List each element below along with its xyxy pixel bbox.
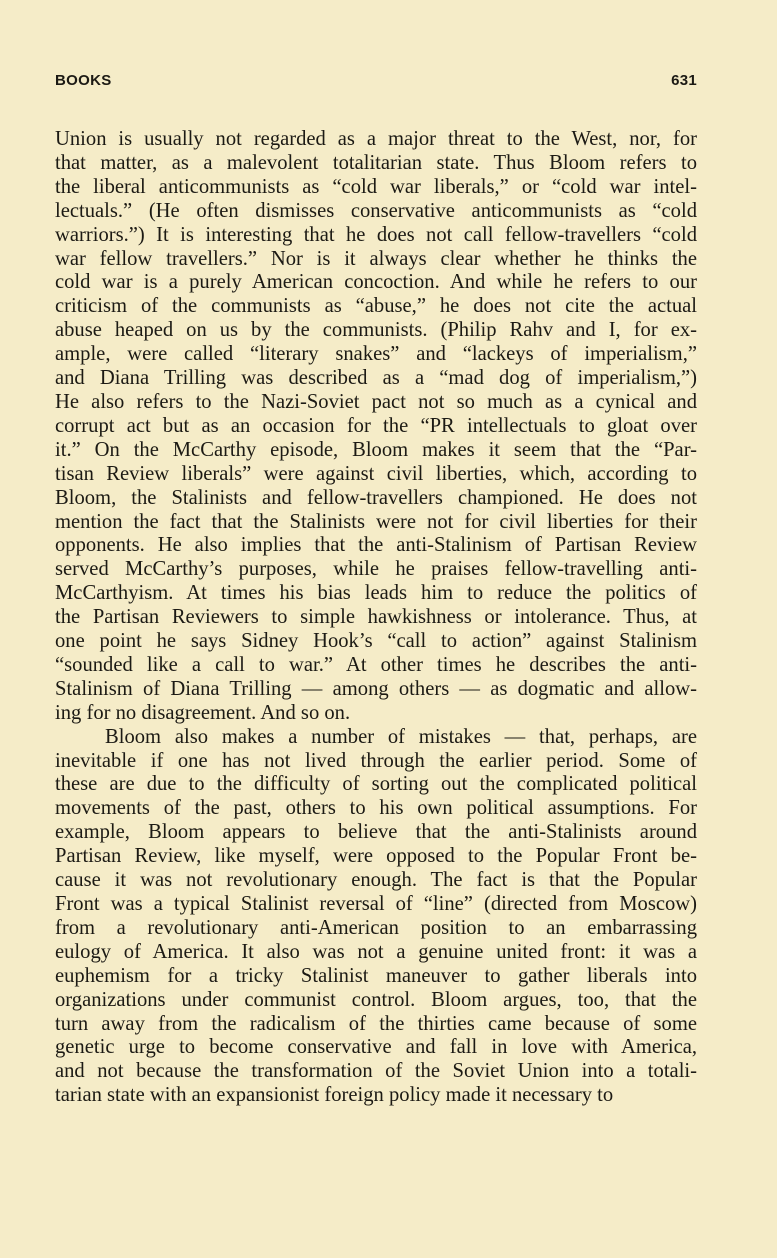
text-line: He also refers to the Nazi-Soviet pact not so much as a cynical and	[55, 390, 697, 413]
text-line: Union is usually not regarded as a major threat to the West, nor, for	[55, 128, 697, 150]
text-line: that matter, as a malevolent totalitarian state. Thus Bloom refers to	[55, 151, 697, 174]
text-line: lectuals.” (He often dismisses conservative anticommunists as “cold	[55, 199, 697, 222]
running-head	[55, 72, 697, 89]
text-line: mention the fact that the Stalinists were not for civil liberties for their	[55, 510, 697, 533]
text-line: opponents. He also implies that the anti-Stalinism of Partisan Review	[55, 534, 697, 557]
page-number: 631	[671, 72, 697, 89]
text-line: Bloom also makes a number of mistakes — that, perhaps, are	[105, 725, 697, 748]
text-line: one point he says Sidney Hook’s “call to action” against Stalinism	[55, 630, 697, 653]
text-line: tisan Review liberals” were against civil liberties, which, according to	[55, 462, 697, 485]
text-line: inevitable if one has not lived through the earlier period. Some of	[55, 749, 697, 772]
text-line: ample, were called “literary snakes” and “lackeys of imperialism,”	[55, 343, 697, 366]
text-line: served McCarthy’s purposes, while he praises fellow-travelling anti-	[55, 558, 697, 581]
text-line: Partisan Review, like myself, were opposed to the Popular Front be-	[55, 845, 697, 868]
text-line: genetic urge to become conservative and fall in love with America,	[55, 1036, 697, 1059]
text-line: warriors.”) It is interesting that he does not call fellow-travellers “cold	[55, 223, 697, 246]
body-text	[55, 128, 697, 1108]
text-line: Bloom, the Stalinists and fellow-travellers championed. He does not	[55, 486, 697, 509]
text-line: abuse heaped on us by the communists. (Philip Rahv and I, for ex-	[55, 319, 697, 342]
text-line: corrupt act but as an occasion for the “PR intellectuals to gloat over	[55, 414, 697, 437]
text-line: movements of the past, others to his own political assumptions. For	[55, 797, 697, 820]
text-line: the liberal anticommunists as “cold war liberals,” or “cold war intel-	[55, 175, 697, 198]
text-line: example, Bloom appears to believe that the anti-Stalinists around	[55, 821, 697, 844]
text-line: ing for no disagreement. And so on.	[55, 701, 351, 724]
paragraph	[55, 726, 697, 1109]
text-line: and not because the transformation of the Soviet Union into a totali-	[55, 1060, 697, 1083]
text-line: the Partisan Reviewers to simple hawkishness or intolerance. Thus, at	[55, 606, 697, 629]
text-line: McCarthyism. At times his bias leads him to reduce the politics of	[55, 582, 697, 605]
text-line: Stalinism of Diana Trilling — among others — as dogmatic and allow-	[55, 677, 697, 700]
section-title: BOOKS	[55, 72, 112, 89]
text-line: cause it was not revolutionary enough. The fact is that the Popular	[55, 869, 697, 892]
text-line: it.” On the McCarthy episode, Bloom makes it seem that the “Par-	[55, 438, 697, 461]
text-line: from a revolutionary anti-American position to an embarrassing	[55, 916, 697, 939]
text-line: tarian state with an expansionist foreign policy made it necessary to	[55, 1084, 614, 1107]
text-line: eulogy of America. It also was not a genuine united front: it was a	[55, 940, 697, 963]
text-line: cold war is a purely American concoction. And while he refers to our	[55, 271, 697, 294]
text-line: Front was a typical Stalinist reversal of “line” (directed from Moscow)	[55, 893, 697, 915]
text-line: organizations under communist control. Bloom argues, too, that the	[55, 988, 697, 1011]
text-line: turn away from the radicalism of the thirties came because of some	[55, 1012, 697, 1035]
text-line: “sounded like a call to war.” At other times he describes the anti-	[55, 653, 697, 676]
text-line: euphemism for a tricky Stalinist maneuver to gather liberals into	[55, 964, 697, 987]
paragraph	[55, 128, 697, 726]
text-line: war fellow travellers.” Nor is it always clear whether he thinks the	[55, 247, 697, 270]
text-line: these are due to the difficulty of sorting out the complicated political	[55, 773, 697, 796]
text-line: and Diana Trilling was described as a “mad dog of imperialism,”)	[55, 367, 697, 390]
text-line: criticism of the communists as “abuse,” he does not cite the actual	[55, 295, 697, 318]
